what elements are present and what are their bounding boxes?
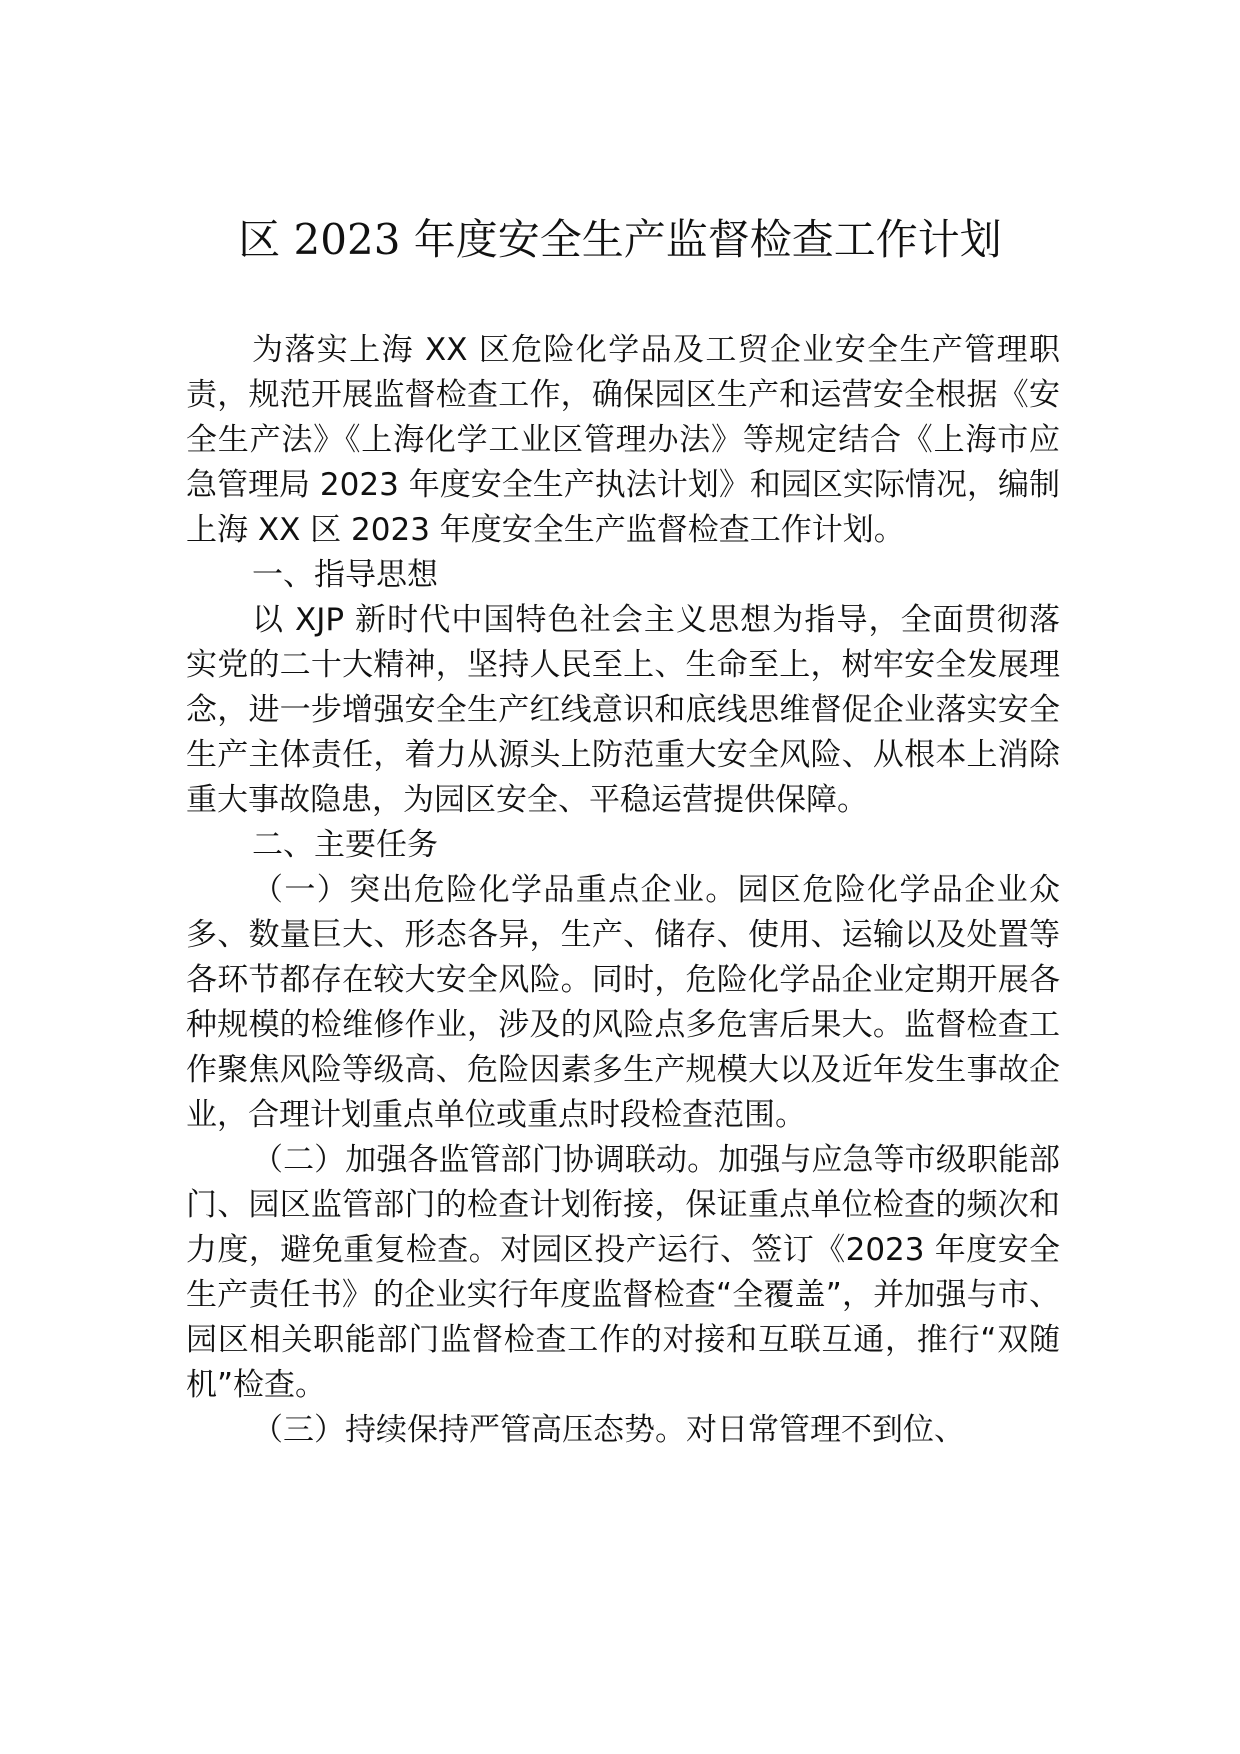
document-body (186, 328, 1060, 1453)
task-2-paragraph: （二）加强各监管部门协调联动。加强与应急等市级职能部门、园区监管部门的检查计划衔接，保证重点单位检查的频次和力度，避免重复检查。对园区投产运行、签订《2023 年度安全生产责任书》的企业实行年度监督检查“全覆盖”，并加强与市、园区相关职能部门监督检查工作的对接和互联互通，推行“双随机”检查。 (186, 1142, 1060, 1403)
guiding-ideology-paragraph: 以 XJP 新时代中国特色社会主义思想为指导，全面贯彻落实党的二十大精神，坚持人民至上、生命至上，树牢安全发展理念，进一步增强安全生产红线意识和底线思维督促企业落实安全生产主体责任，着力从源头上防范重大安全风险、从根本上消除重大事故隐患，为园区安全、平稳运营提供保障。 (186, 602, 1060, 818)
document-title: 区 2023 年度安全生产监督检查工作计划 (238, 215, 1002, 264)
intro-paragraph: 为落实上海 XX 区危险化学品及工贸企业安全生产管理职责，规范开展监督检查工作，确保园区生产和运营安全根据《安全生产法》《上海化学工业区管理办法》等规定结合《上海市应急管理局 2023 年度安全生产执法计划》和园区实际情况，编制上海 XX 区 2023 年度安全生产监督检查工作计划。 (186, 332, 1060, 548)
section-heading-main-tasks: 二、主要任务 (252, 827, 438, 863)
task-1-paragraph: （一）突出危险化学品重点企业。园区危险化学品企业众多、数量巨大、形态各异，生产、储存、使用、运输以及处置等各环节都存在较大安全风险。同时，危险化学品企业定期开展各种规模的检维修作业，涉及的风险点多危害后果大。监督检查工作聚焦风险等级高、危险因素多生产规模大以及近年发生事故企业，合理计划重点单位或重点时段检查范围。 (186, 872, 1060, 1133)
section-heading-guiding-ideology: 一、指导思想 (252, 557, 438, 593)
task-3-paragraph: （三）持续保持严管高压态势。对日常管理不到位、 (252, 1412, 965, 1448)
